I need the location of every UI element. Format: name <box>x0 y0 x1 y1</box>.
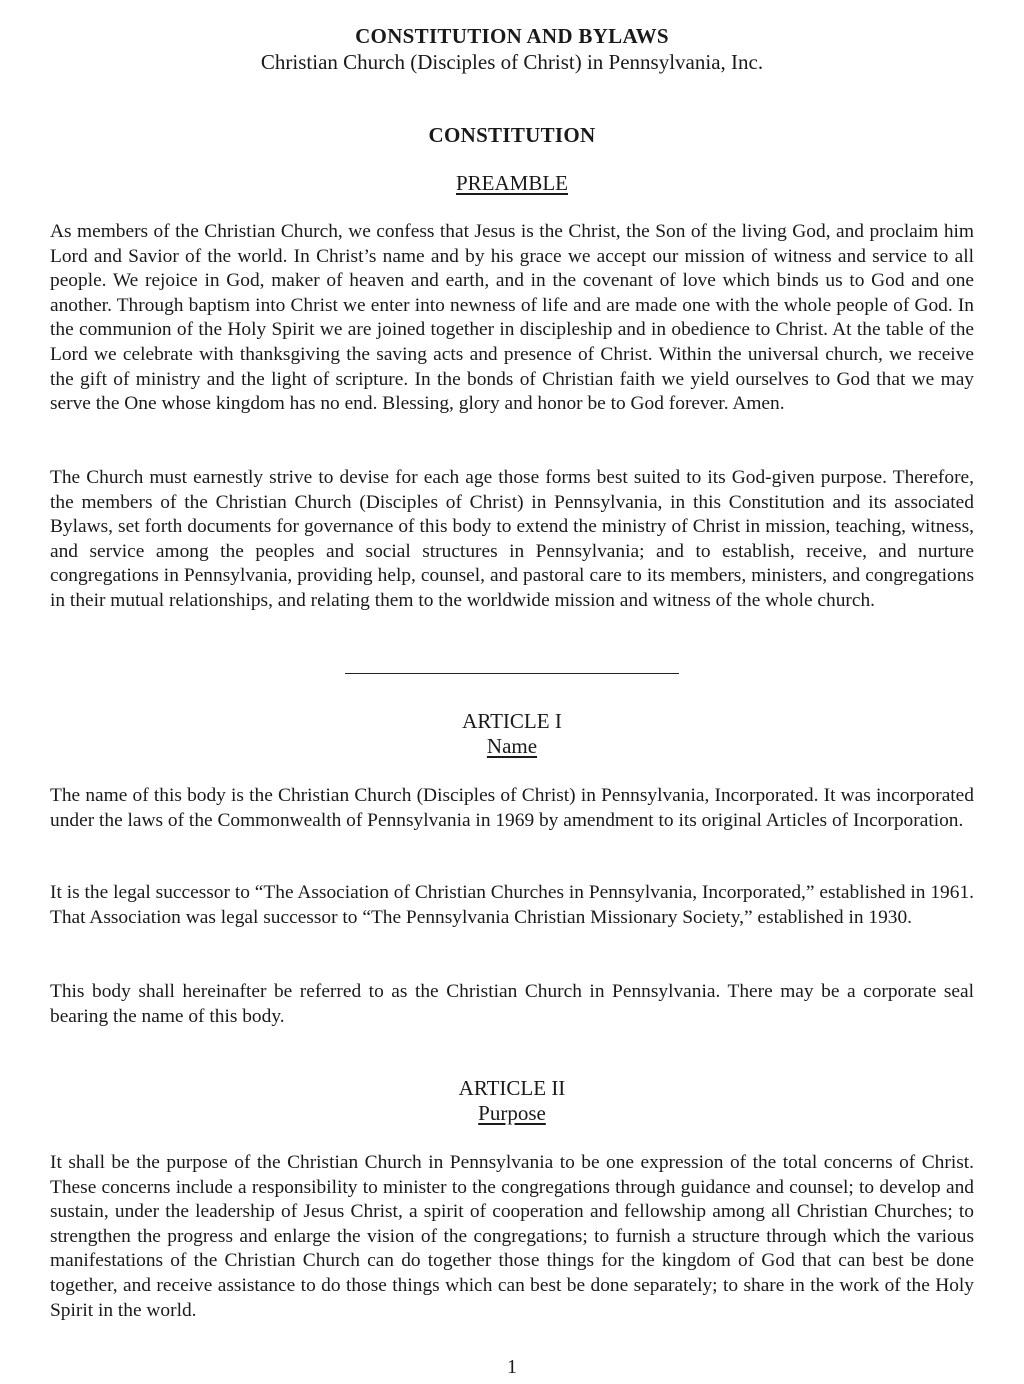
section-divider <box>345 673 679 674</box>
document-subtitle: Christian Church (Disciples of Christ) in Pennsylvania, Inc. <box>260 50 764 74</box>
article-1-title: Name <box>486 734 538 758</box>
preamble-paragraph-1: As members of the Christian Church, we confess that Jesus is the Christ, the Son of the living God, and proclaim him Lord and Savior of the world. In Christ’s name and by his grace we accept our mission of witness and service to all people. We rejoice in God, maker of heaven and earth, and in the covenant of love which binds us to God and one another. Through baptism into Christ we enter into newness of life and are made one with the whole people of God. In the communion of the Holy Spirit we are joined together in discipleship and in obedience to Christ. At the table of the Lord we celebrate with thanksgiving the saving acts and presence of Christ. Within the universal church, we receive the gift of ministry and the light of scripture. In the bonds of Christian faith we yield ourselves to God that we may serve the One whose kingdom has no end. Blessing, glory and honor be to God forever. Amen. <box>50 221 974 415</box>
document-title: CONSTITUTION AND BYLAWS <box>355 24 669 48</box>
article-1-paragraph-2: It is the legal successor to “The Association of Christian Churches in Pennsylvania, Incorporated,” established in 1961. That Association was legal successor to “The Pennsylvania Christian Missionary Society,” established in 1930. <box>50 882 974 928</box>
section-title: CONSTITUTION <box>428 123 596 147</box>
article-2-number: ARTICLE II <box>458 1076 566 1100</box>
article-1-paragraph-3: This body shall hereinafter be referred to as the Christian Church in Pennsylvania. There may be a corporate seal bearing the name of this body. <box>50 981 974 1027</box>
preamble-heading <box>0 171 1024 196</box>
article-1-heading <box>0 734 1024 759</box>
article-1-number: ARTICLE I <box>462 709 562 733</box>
article-1-paragraph-1: The name of this body is the Christian Church (Disciples of Christ) in Pennsylvania, Incorporated. It was incorporated under the laws of the Commonwealth of Pennsylvania in 1969 by amendment to its original Articles of Incorporation. <box>50 785 974 831</box>
article-2-title: Purpose <box>478 1101 546 1125</box>
preamble-heading-text: PREAMBLE <box>455 171 568 195</box>
article-2-heading <box>0 1101 1024 1126</box>
page-number: 1 <box>507 1356 517 1378</box>
preamble-paragraph-2: The Church must earnestly strive to devise for each age those forms best suited to its God-given purpose. Therefore, the members of the Christian Church (Disciples of Christ) in Pennsylvania, in this Constitution and its associated Bylaws, set forth documents for governance of this body to extend the ministry of Christ in mission, teaching, witness, and service among the peoples and social structures in Pennsylvania; and to establish, receive, and nurture congregations in Pennsylvania, providing help, counsel, and pastoral care to its members, ministers, and congregations in their mutual relationships, and relating them to the worldwide mission and witness of the whole church. <box>50 467 974 611</box>
article-2-paragraph-1: It shall be the purpose of the Christian Church in Pennsylvania to be one expression of the total concerns of Christ. These concerns include a responsibility to minister to the congregations through guidance and counsel; to develop and sustain, under the leadership of Jesus Christ, a spirit of cooperation and fellowship among all Christian Churches; to strengthen the progress and enlarge the vision of the congregations; to furnish a structure through which the various manifestations of the Christian Church can do together those things for the kingdom of God that can best be done together, and receive assistance to do those things which can best be done separately; to share in the work of the Holy Spirit in the world. <box>50 1152 974 1321</box>
